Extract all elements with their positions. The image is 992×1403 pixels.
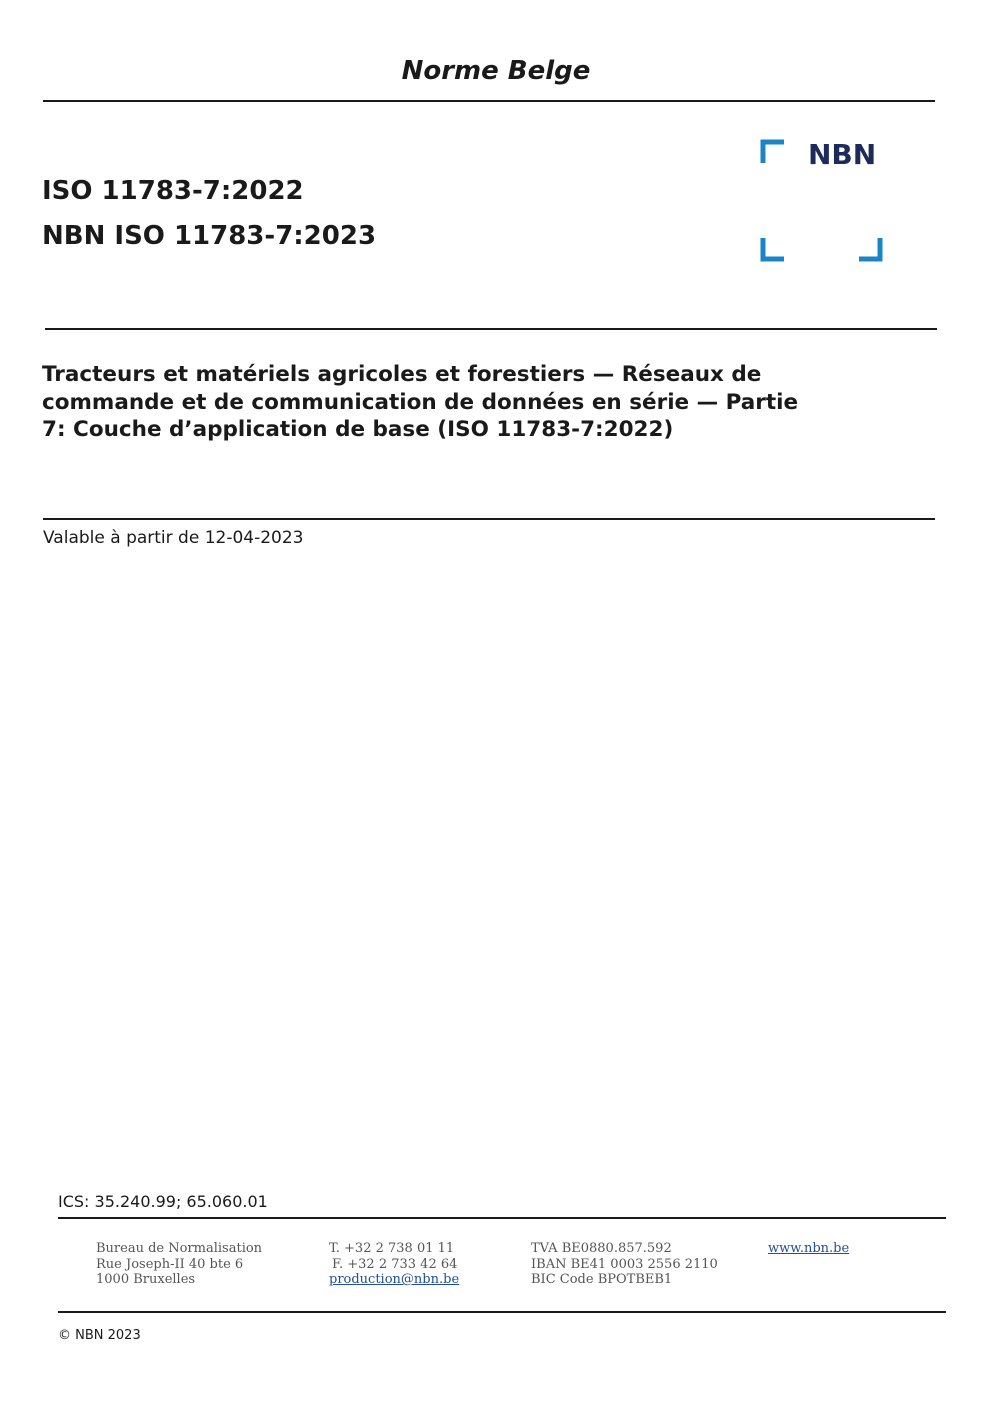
iso-standard-number: ISO 11783-7:2022 [42, 176, 304, 206]
address-line: Bureau de Normalisation [96, 1241, 263, 1256]
footer-divider-top [58, 1217, 946, 1219]
footer-bank [531, 1241, 718, 1288]
email-link[interactable]: production@nbn.be [329, 1272, 460, 1287]
document-title [42, 361, 902, 444]
vat-number: TVA BE0880.857.592 [531, 1241, 672, 1256]
copyright-notice: © NBN 2023 [58, 1328, 141, 1343]
title-line: Tracteurs et matériels agricoles et forestiers — Réseaux de [42, 362, 762, 387]
bic-code: BIC Code BPOTBEB1 [531, 1272, 673, 1287]
header-divider [43, 100, 935, 102]
title-line: 7: Couche d’application de base (ISO 11783-7:2022) [42, 417, 674, 442]
nbn-logo [760, 138, 886, 264]
website-link[interactable]: www.nbn.be [768, 1241, 850, 1256]
page-header-title: Norme Belge [401, 56, 591, 86]
phone-number: T. +32 2 738 01 11 [329, 1241, 455, 1256]
validity-date: Valable à partir de 12-04-2023 [43, 528, 304, 548]
section-divider-top [45, 328, 937, 330]
fax-number: F. +32 2 733 42 64 [332, 1256, 458, 1272]
footer-divider-bottom [58, 1311, 946, 1313]
nbn-standard-number: NBN ISO 11783-7:2023 [42, 221, 377, 251]
section-divider-bottom [43, 518, 935, 520]
address-line: Rue Joseph-II 40 bte 6 [96, 1256, 244, 1272]
ics-codes: ICS: 35.240.99; 65.060.01 [58, 1192, 268, 1211]
iban-number: IBAN BE41 0003 2556 2110 [531, 1256, 718, 1272]
footer-website [768, 1241, 849, 1257]
footer-contact [329, 1241, 459, 1288]
nbn-logo-text: NBN [808, 138, 877, 171]
address-line: 1000 Bruxelles [96, 1272, 196, 1287]
title-line: commande et de communication de données en série — Partie [42, 389, 799, 415]
footer-address [96, 1241, 262, 1288]
